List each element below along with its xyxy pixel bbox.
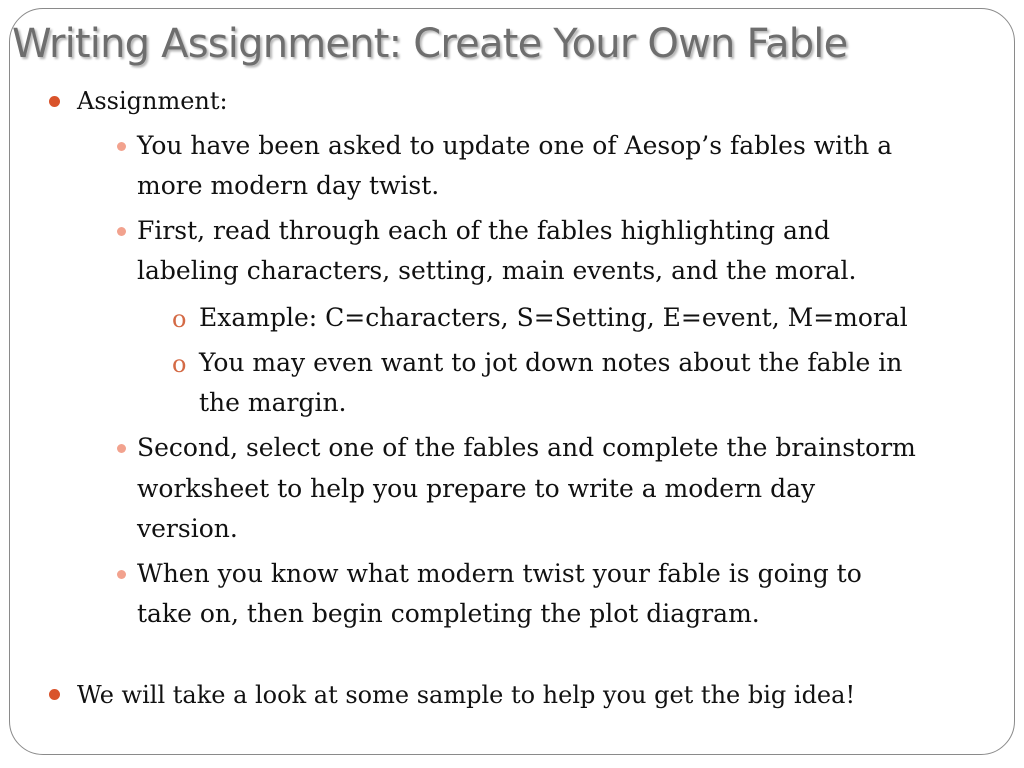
bullet-text: Assignment:	[77, 87, 228, 115]
slide-title: Writing Assignment: Create Your Own Fable	[12, 21, 848, 67]
bullet-dot-icon	[117, 444, 126, 453]
bullet-text-line: the margin.	[199, 388, 347, 417]
bullet-text: We will take a look at some sample to help you get the big idea!	[77, 681, 856, 709]
bullet-text-line: version.	[137, 514, 238, 543]
bullet-text-line: When you know what modern twist your fable is going to	[137, 559, 862, 588]
bullet-text-line: worksheet to help you prepare to write a modern day	[137, 474, 816, 503]
bullet-text-line: First, read through each of the fables highlighting and	[137, 216, 830, 245]
bullet-dot-icon	[117, 142, 126, 151]
circle-bullet-icon: o	[172, 305, 187, 333]
circle-bullet-icon: o	[172, 350, 187, 378]
bullet-text-line: You may even want to jot down notes about the fable in	[199, 348, 903, 377]
bullet-text-line: more modern day twist.	[137, 171, 440, 200]
bullet-text-line: take on, then begin completing the plot diagram.	[137, 599, 760, 628]
bullet-dot-icon	[117, 570, 126, 579]
bullet-text-line: Example: C=characters, S=Setting, E=event, M=moral	[199, 303, 908, 332]
bullet-dot-icon	[49, 96, 60, 107]
bullet-text-line: You have been asked to update one of Aesop’s fables with a	[137, 131, 893, 160]
bullet-text-line: Second, select one of the fables and complete the brainstorm	[137, 433, 916, 462]
bullet-dot-icon	[117, 227, 126, 236]
bullet-dot-icon	[49, 689, 60, 700]
bullet-text-line: labeling characters, setting, main events, and the moral.	[137, 256, 857, 285]
